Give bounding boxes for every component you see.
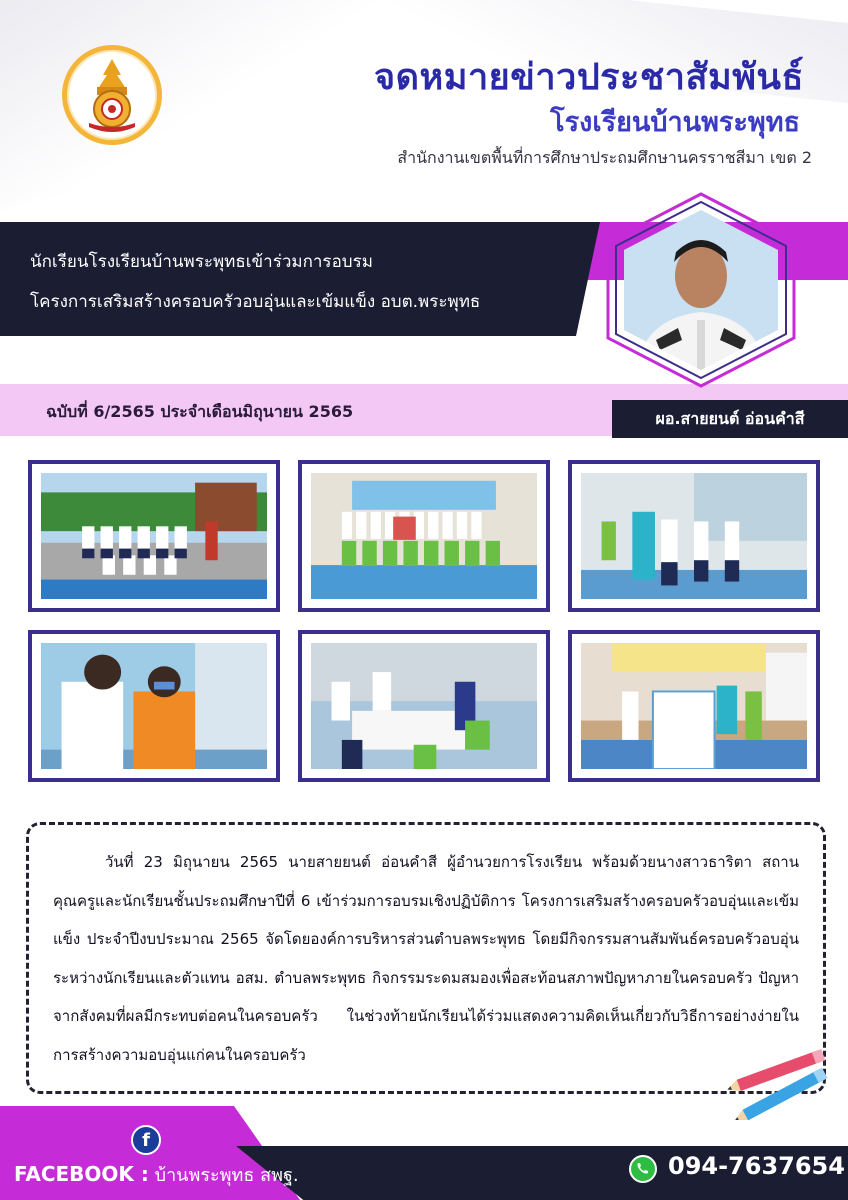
article-body-box [26,822,826,1094]
school-name: โรงเรียนบ้านพระพุทธ [550,107,800,138]
phone-icon [629,1155,657,1183]
headline-band [0,222,600,336]
activity-photo [568,630,820,782]
facebook-icon[interactable]: f [131,1125,161,1155]
phone-number: 094-7637654 [668,1152,845,1180]
activity-photo [28,630,280,782]
school-emblem-logo [62,45,162,145]
issue-number: ฉบับที่ 6/2565 ประจำเดือนมิถุนายน 2565 [46,402,354,421]
background-swoosh [0,0,380,220]
facebook-page: บ้านพระพุทธ สพฐ. [154,1165,299,1186]
activity-photo [28,460,280,612]
facebook-link[interactable] [14,1160,299,1189]
director-name: ผอ.สายยนต์ อ่อนคำสี [655,408,805,428]
headline-line-2: โครงการเสริมสร้างครอบครัวอบอุ่นและเข้มแข็ง อบต.พระพุทธ [30,292,481,312]
education-office: สำนักงานเขตพื้นที่การศึกษาประถมศึกษานครราชสีมา เขต 2 [397,148,812,167]
activity-photo [298,630,550,782]
activity-photo [568,460,820,612]
headline-line-1: นักเรียนโรงเรียนบ้านพระพุทธเข้าร่วมการอบรม [30,252,373,272]
article-body: วันที่ 23 มิถุนายน 2565 นายสายยนต์ อ่อนคำสี ผู้อำนวยการโรงเรียน พร้อมด้วยนางสาวธาริตา สถาน คุณครูและนักเรียนชั้นประถมศึกษาปีที่ 6 เข้าร่วมการอบรมเชิงปฏิบัติการ โครงการเสริมสร้างครอบครัวอบอุ่นและเข้มแข็ง ประจำปีงบประมาณ 2565 จัดโดยองค์การบริหารส่วนตำบลพระพุทธ โดยมีกิจกรรมสานสัมพันธ์ครอบครัวอบอุ่นระหว่างนักเรียนและตัวแทน อสม. ตำบลพระพุทธ กิจกรรมระดมสมองเพื่อสะท้อนสภาพปัญหาภายในครอบครัว ปัญหาจากสังคมที่ผลมีกระทบต่อคนในครอบครัว ในช่วงท้ายนักเรียนได้ร่วมแสดงความคิดเห็นเกี่ยวกับวิธีการอย่างง่ายในการสร้างความอบอุ่นแก่คนในครอบครัว [53,853,799,1064]
director-name-plate [612,400,848,438]
facebook-label: FACEBOOK : [14,1162,149,1186]
activity-photo [298,460,550,612]
newsletter-title: จดหมายข่าวประชาสัมพันธ์ [374,57,804,98]
pencils-decoration [726,1040,836,1120]
director-portrait [596,190,806,390]
